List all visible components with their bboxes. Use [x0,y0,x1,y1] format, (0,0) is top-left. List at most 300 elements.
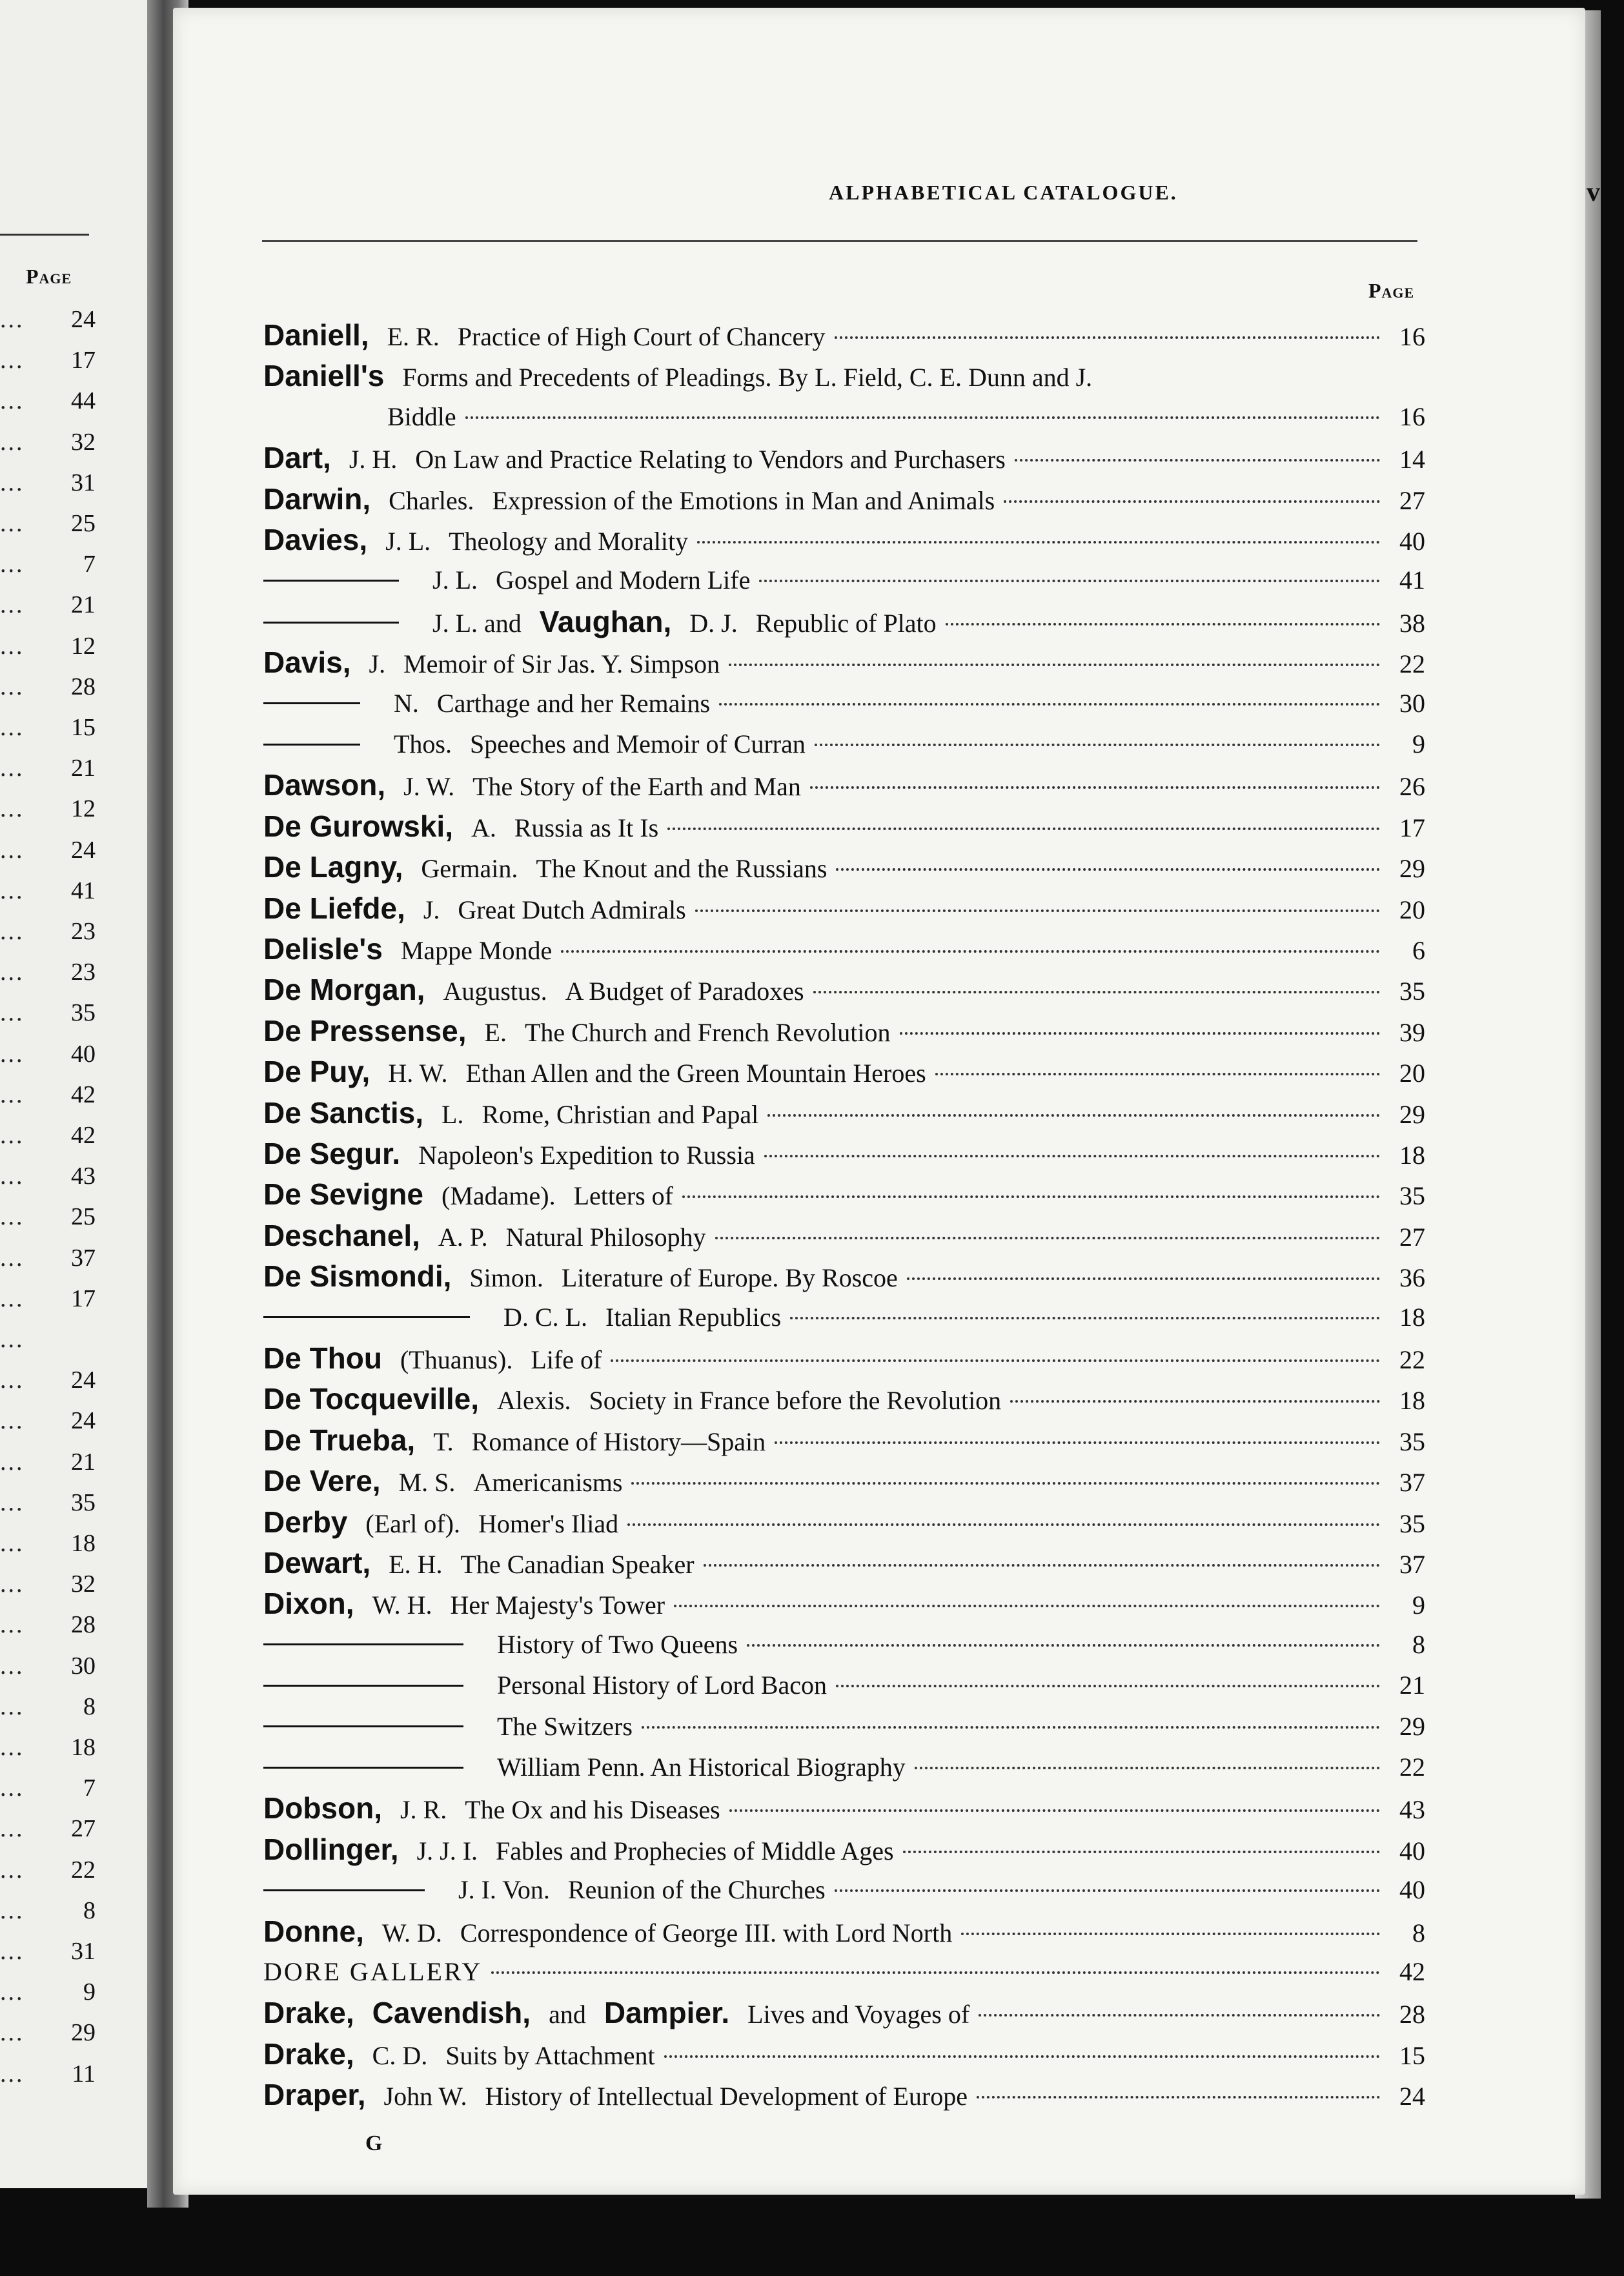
leader-dots: ... [0,428,25,456]
leader-dots: ... [0,1122,25,1149]
left-page-number: 25 [71,1203,96,1231]
left-page-row [0,1728,96,1767]
page-number: 30 [1399,688,1425,718]
entry-heading [263,1626,738,1663]
ditto-dash [263,1316,470,1318]
leader-dots: ... [0,1734,25,1761]
dot-leader [674,1605,1380,1607]
left-page-number: 44 [71,387,96,415]
dot-leader [915,1767,1380,1769]
ditto-dash [263,1643,463,1645]
catalogue-entry [263,971,1425,1008]
dot-leader [642,1726,1380,1729]
catalogue-entry [263,1749,1425,1786]
entry-heading [263,1380,1001,1419]
entry-title: Memoir of Sir Jas. Y. Simpson [403,649,720,679]
leader-dots: ... [0,1407,25,1435]
left-page-number: 21 [71,755,96,782]
entry-heading [263,1544,695,1583]
catalogue-entry [263,848,1425,886]
entry-heading [263,316,826,356]
left-page-number: 28 [71,1611,96,1639]
page-number: 18 [1399,1386,1425,1416]
entry-title: Forms and Precedents of Pleadings. By L. Field, C. E. Dunn and J. [402,363,1093,392]
catalogue-entry [263,1094,1425,1132]
page-number: 20 [1399,1059,1425,1088]
author-name: Dollinger, [263,1832,399,1866]
leader-dots: ... [0,755,25,782]
entry-heading [263,1257,898,1297]
author-initials: L. [442,1099,464,1129]
entry-heading [263,848,827,888]
entry-heading [263,603,937,642]
left-page-row [0,749,96,787]
left-page-number: 29 [71,2019,96,2047]
dot-leader [729,1809,1380,1812]
leader-dots: ... [0,1570,25,1598]
left-page-number: 21 [71,591,96,619]
catalogue-entry [263,316,1425,354]
entry-title: Suits by Attachment [445,2040,655,2070]
page-number: 9 [1412,1590,1425,1620]
entry-title: The Story of the Earth and Man [472,772,801,802]
author-name: De Sismondi, [263,1259,452,1294]
page-number: 40 [1399,1836,1425,1865]
page-number: 6 [1412,936,1425,965]
leader-dots: ... [0,469,25,496]
author-name: De Puy, [263,1055,370,1089]
leader-dots: ... [0,1203,25,1231]
dot-leader [935,1073,1380,1075]
dot-leader [627,1523,1380,1526]
catalogue-entry [263,1257,1425,1295]
left-page-number: 23 [71,959,96,986]
catalogue-entry [263,480,1425,518]
page-number: 39 [1399,1017,1425,1047]
author-initials: J. H. [349,445,398,474]
left-page-number: 30 [71,1652,96,1680]
ditto-dash [263,1889,425,1891]
leader-dots: ... [0,1448,25,1476]
dot-leader [491,1971,1380,1974]
left-page-row [0,381,96,420]
entry-heading [263,1585,665,1624]
entry-title: History of Intellectual Development of Europe [485,2082,968,2111]
left-page-number: 32 [71,428,96,456]
author-initials: (Madame). [442,1181,556,1211]
dot-leader [835,1889,1380,1892]
left-page-row [0,1524,96,1563]
entry-heading [263,1871,826,1909]
entry-heading [263,1708,633,1745]
left-page-number: 12 [71,795,96,823]
entry-heading [263,1953,482,1991]
left-page-row [0,993,96,1032]
author-name: Dobson, [263,1791,382,1825]
dot-leader [767,1114,1380,1117]
catalogue-entry [263,1789,1425,1827]
author-name: De Sanctis, [263,1095,423,1130]
entry-heading [263,766,801,806]
leader-dots: ... [0,632,25,660]
left-page-row [0,1116,96,1155]
author-name: De Trueba, [263,1423,416,1457]
author-name: Davis, [263,645,351,680]
left-page-number: 35 [71,1489,96,1516]
entry-heading [263,726,806,763]
dot-leader [1015,459,1380,462]
leader-dots: ... [0,1489,25,1516]
entry-title: Her Majesty's Tower [450,1590,665,1620]
author-name: Draper, [263,2078,366,2112]
page-number: 15 [1399,2040,1425,2070]
entry-title: Theology and Morality [449,527,689,556]
left-page-row [0,1035,96,1073]
left-page-row [0,1809,96,1848]
left-page-number: 27 [71,1815,96,1843]
page-number: 16 [1399,401,1425,431]
leader-dots: ... [0,1530,25,1557]
left-page-number: 12 [71,632,96,660]
left-page-number: 32 [71,1570,96,1598]
author-name: De Gurowski, [263,809,453,843]
dot-leader [907,1277,1380,1280]
dot-leader [835,336,1380,339]
entry-title: Fables and Prophecies of Middle Ages [496,1836,894,1865]
author-initials: M. S. [398,1468,456,1498]
author-name: Derby [263,1505,348,1539]
leader-dots: ... [0,673,25,700]
left-page-row [0,463,96,502]
left-page-number: 11 [72,2060,96,2088]
entry-heading [263,357,1092,396]
catalogue-entry [263,521,1425,558]
dot-leader [977,2096,1380,2098]
ditto-dash [263,1767,463,1769]
author-name: DORE GALLERY [263,1957,483,1986]
catalogue-entry [263,1667,1425,1704]
leader-dots: ... [0,795,25,823]
author-initials: Thos. [394,729,452,758]
dot-leader [836,868,1380,871]
left-page-row [0,545,96,584]
leader-dots: ... [0,918,25,945]
page-number: 18 [1399,1141,1425,1170]
left-page-row [0,1443,96,1481]
left-page-number: 24 [71,1407,96,1435]
entry-heading [263,1503,618,1543]
entry-heading [263,480,995,520]
left-page-number: 31 [71,1938,96,1965]
leader-dots: ... [0,1244,25,1272]
left-page-number: 42 [71,1122,96,1149]
catalogue-entry [263,1831,1425,1868]
left-page-column-label: Page [26,265,72,288]
author-initials: C. D. [372,2040,428,2070]
catalogue-entry [263,930,1425,968]
left-page-number: 41 [71,877,96,904]
left-facing-page [0,0,154,2188]
page-number: 36 [1399,1263,1425,1293]
ditto-dash [263,622,399,624]
entry-heading [263,1339,602,1379]
left-page-number: 8 [83,1896,96,1924]
author-name: Davies, [263,523,368,556]
catalogue-entry [263,889,1425,927]
catalogue-entry [263,766,1425,804]
left-page-row [0,1279,96,1318]
entry-heading [263,1831,894,1870]
entry-heading [263,1135,755,1174]
page-number: 41 [1399,565,1425,595]
author-name: Dawson, [263,768,386,802]
dot-leader [1004,500,1380,503]
entry-title: Life of [531,1345,602,1374]
entry-title: The Switzers [497,1711,633,1741]
left-page-number: 24 [71,1367,96,1394]
entry-heading [263,1217,706,1256]
author-initials: J. [369,649,386,679]
author-initials: T. [433,1427,454,1456]
header-rule [262,240,1417,242]
left-page-number: 7 [83,1774,96,1802]
page-number: 35 [1399,977,1425,1006]
left-page-row [0,1075,96,1114]
left-page-number: 18 [71,1734,96,1761]
author-initials: Alexis. [497,1386,571,1416]
co-author-name: Cavendish, [372,1996,531,2030]
entry-title: Letters of [573,1181,673,1211]
left-page-row [0,953,96,991]
page-number: 9 [1412,729,1425,758]
author-initials: (Earl of). [365,1509,460,1538]
page-number: 35 [1399,1427,1425,1456]
page-number: 21 [1399,1671,1425,1700]
dot-leader [695,909,1380,912]
left-page-row [0,1320,96,1359]
leader-dots: ... [0,1163,25,1190]
catalogue-entry [263,726,1425,763]
entry-title: The Ox and his Diseases [465,1795,720,1825]
leader-dots: ... [0,1285,25,1312]
left-page-row [0,341,96,380]
author-name: De Thou [263,1341,382,1375]
page-number: 27 [1399,1222,1425,1252]
entry-title: Lives and Voyages of [747,2000,970,2029]
catalogue-entry [263,1544,1425,1581]
author-initials: J. W. [403,772,455,802]
page-number: 22 [1399,649,1425,679]
author-name: Donne, [263,1914,364,1948]
page-number: 40 [1399,527,1425,556]
entry-heading [263,1421,766,1461]
leader-dots: ... [0,1326,25,1353]
ditto-dash [263,702,360,704]
entry-heading [263,889,686,929]
entry-title: A Budget of Paradoxes [565,977,804,1006]
leader-dots: ... [0,1856,25,1884]
author-name: Daniell's [263,359,385,393]
page-number: 35 [1399,1509,1425,1538]
entry-heading [263,1094,758,1133]
page-number: 18 [1399,1302,1425,1332]
leader-dots: ... [0,2019,25,2047]
left-page-number: 21 [71,1448,96,1476]
dot-leader [900,1032,1380,1035]
author-initials: J. I. Von. [458,1875,550,1905]
entry-title: The Canadian Speaker [460,1550,695,1579]
co-author-name: Dampier. [604,1996,730,2030]
left-page-row [0,1157,96,1195]
left-page-row [0,423,96,462]
left-page-row [0,1197,96,1236]
entry-title: Literature of Europe. By Roscoe [561,1263,898,1293]
left-page-row [0,504,96,543]
author-name: Dart, [263,441,331,475]
author-initials: A. P. [438,1222,488,1252]
left-page-row [0,1239,96,1277]
dot-leader [719,703,1380,706]
page-number: 37 [1399,1550,1425,1579]
leader-dots: ... [0,510,25,537]
author-initials: E. H. [389,1550,443,1579]
entry-title: Russia as It Is [514,813,659,842]
left-header-rule [0,234,89,236]
entry-heading [263,1012,891,1052]
page-number: 27 [1399,485,1425,515]
entry-heading [263,1299,781,1336]
co-author-name: Vaughan, [539,604,672,638]
left-page-row [0,2055,96,2093]
entry-title: Gospel and Modern Life [496,565,751,595]
left-page-number: 18 [71,1530,96,1557]
page-number: 20 [1399,895,1425,924]
author-name: Daniell, [263,318,369,352]
page-number: 22 [1399,1753,1425,1782]
page-number: 17 [1399,813,1425,842]
author-initials: Charles. [389,485,474,515]
catalogue-entry [263,644,1425,681]
page-number: 26 [1399,772,1425,802]
catalogue-page [173,8,1600,2195]
leader-dots: ... [0,877,25,904]
catalogue-entry [263,1503,1425,1541]
author-name: Dixon, [263,1587,354,1621]
dot-leader [1010,1400,1380,1403]
leader-dots: ... [0,1040,25,1068]
entry-title: Americanisms [473,1468,623,1498]
catalogue-entry [263,2076,1425,2113]
catalogue-entry [263,1217,1425,1254]
entry-heading [263,1749,906,1786]
entry-heading [263,971,804,1010]
leader-dots: ... [0,1611,25,1639]
dot-leader [667,828,1380,830]
dot-leader [759,580,1380,582]
dot-leader [631,1482,1380,1485]
author-initials: J. [423,895,440,924]
dot-leader [775,1441,1380,1444]
left-page-row [0,1605,96,1644]
entry-title: Reunion of the Churches [567,1875,826,1905]
page-number: 38 [1399,608,1425,638]
left-page-number: 28 [71,673,96,700]
author-name: Delisle's [263,932,383,966]
leader-dots: ... [0,306,25,333]
left-page-number: 23 [71,918,96,945]
entry-heading [263,439,1006,478]
dot-leader [747,1644,1380,1647]
dot-leader [611,1359,1380,1362]
dot-leader [715,1237,1380,1239]
page-number: 40 [1399,1875,1425,1905]
catalogue-entry [263,1585,1425,1622]
dot-leader [664,2055,1380,2058]
author-name: Drake, [263,1996,354,2030]
entry-title: Homer's Iliad [478,1509,619,1538]
dot-leader [961,1933,1380,1935]
catalogue-entry [263,1626,1425,1663]
running-title: ALPHABETICAL CATALOGUE. [829,181,1178,204]
entry-title: Romance of History—Spain [471,1427,766,1456]
entry-title: Practice of High Court of Chancery [457,322,826,351]
entry-heading [263,1462,622,1501]
entry-title: William Penn. An Historical Biography [497,1753,906,1782]
left-page-row [0,1687,96,1726]
leader-dots: ... [0,999,25,1027]
leader-dots: ... [0,387,25,415]
entry-title: Personal History of Lord Bacon [497,1671,827,1700]
catalogue-entry [263,357,1425,394]
left-page-number: 35 [71,999,96,1027]
author-name: Dewart, [263,1546,371,1580]
entry-heading [263,1053,926,1092]
page-number: 29 [1399,1099,1425,1129]
left-page-row [0,1851,96,1889]
leader-dots: ... [0,1896,25,1924]
left-page-row [0,1769,96,1807]
entry-heading [263,2035,655,2075]
left-page-number: 15 [71,714,96,741]
entry-title: The Knout and the Russians [536,854,827,884]
left-page-number: 24 [71,306,96,333]
page-number: 43 [1399,1795,1425,1825]
entry-title: Carthage and her Remains [436,688,711,718]
catalogue-entry [263,1994,1425,2031]
leader-dots: ... [0,1367,25,1394]
page-number: 37 [1399,1468,1425,1498]
page-number: 29 [1399,854,1425,884]
author-initials: (Thuanus). [400,1345,513,1374]
entry-title: The Church and French Revolution [524,1017,891,1047]
entry-title: Expression of the Emotions in Man and Animals [492,485,995,515]
left-page-row [0,300,96,339]
dot-leader [979,2014,1380,2017]
author-initials: Augustus. [443,977,547,1006]
page-folio: v [1587,178,1600,207]
left-page-row [0,871,96,910]
leader-dots: ... [0,551,25,578]
left-page-row [0,1483,96,1522]
author-name: De Morgan, [263,973,425,1007]
author-initials: J. J. I. [416,1836,478,1865]
dot-leader [836,1685,1380,1687]
left-page-number: 37 [71,1244,96,1272]
author-name: De Liefde, [263,891,405,925]
left-page-number: 17 [71,347,96,374]
leader-dots: ... [0,1815,25,1843]
entry-heading [263,562,750,599]
